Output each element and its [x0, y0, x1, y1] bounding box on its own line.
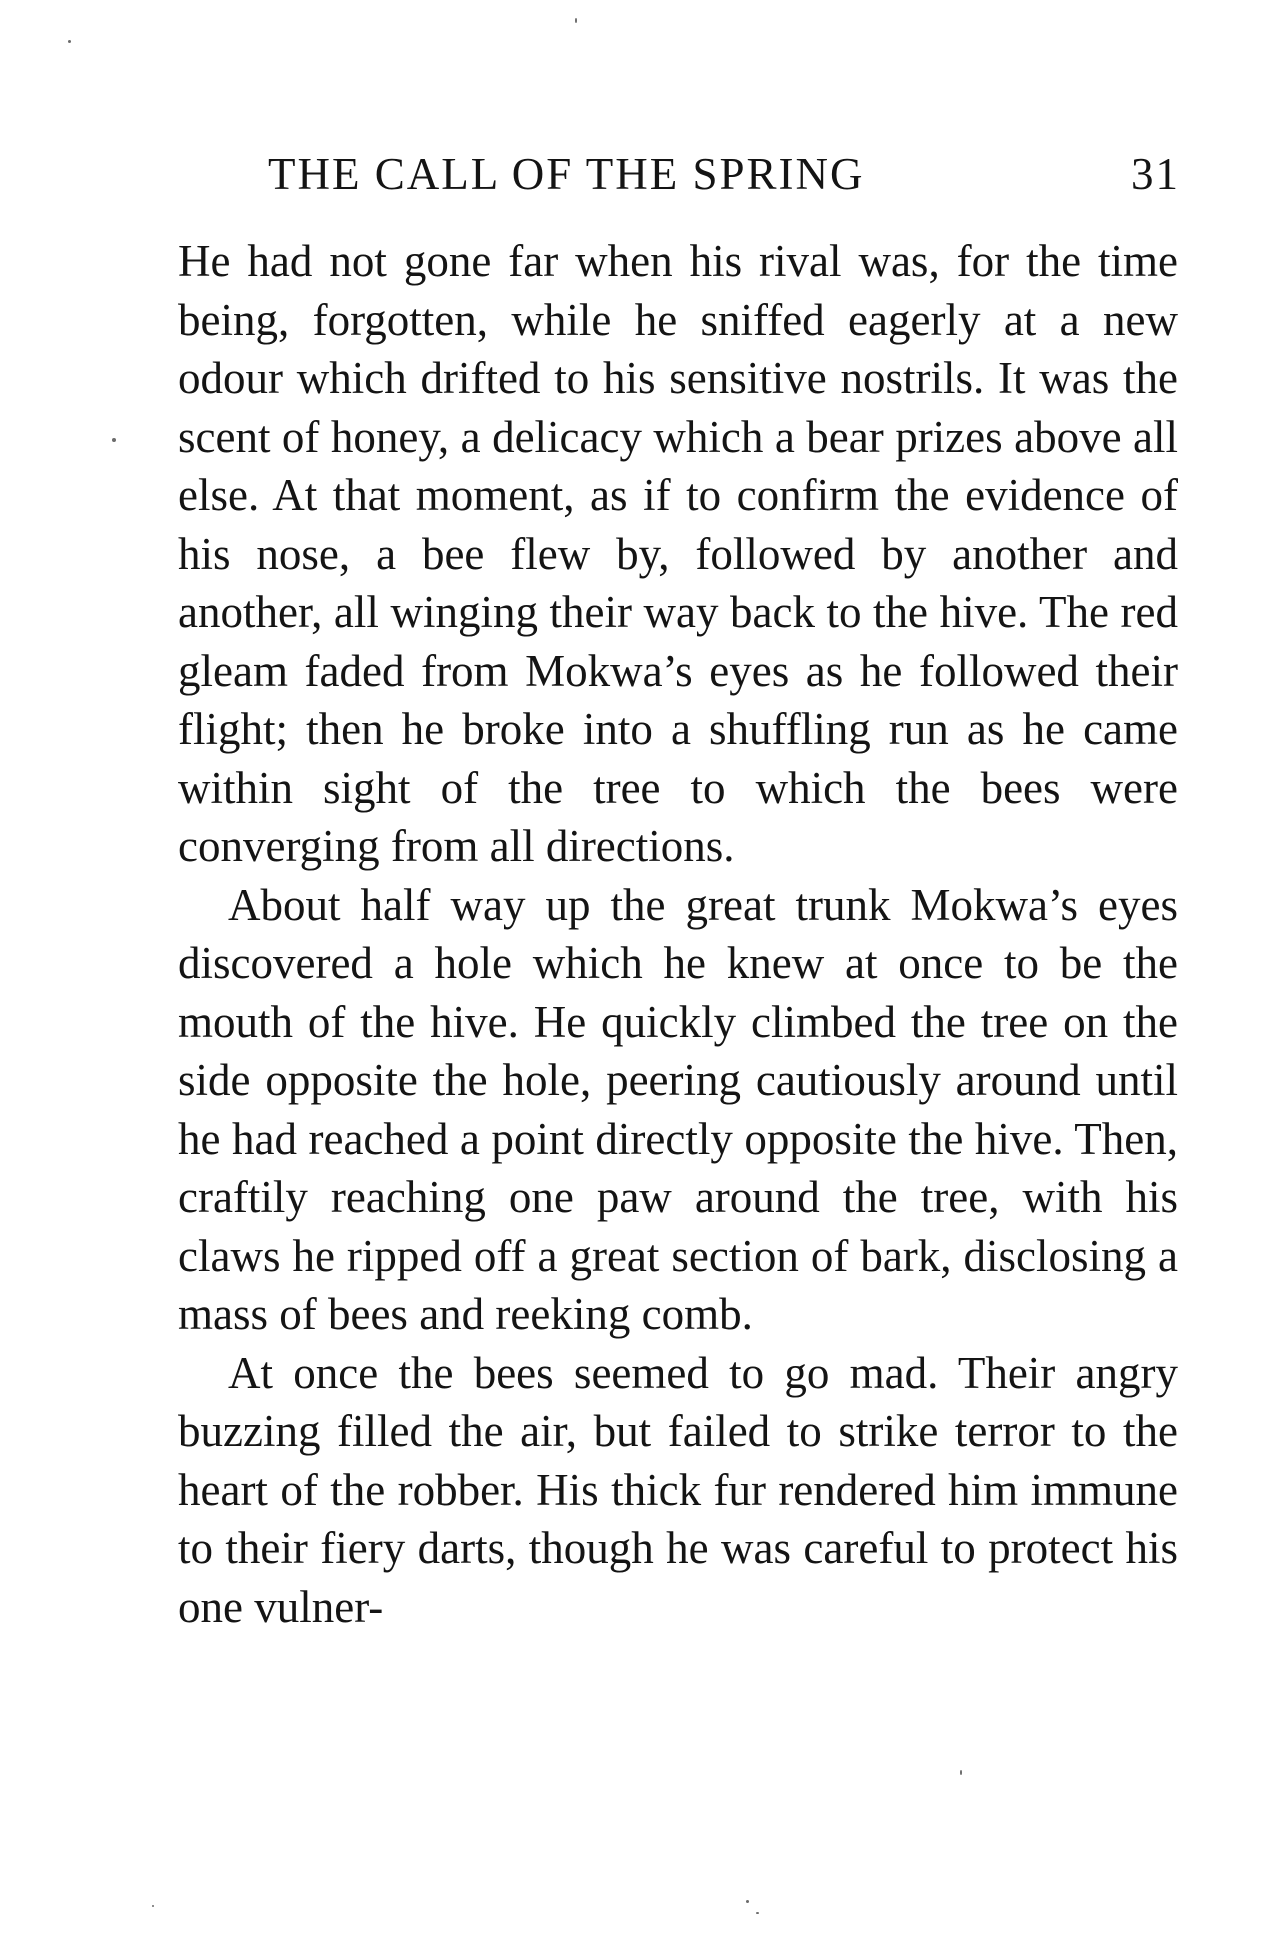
scan-speck	[152, 1905, 154, 1907]
body-text	[178, 232, 1178, 1636]
scan-speck	[746, 1900, 749, 1903]
scan-speck	[960, 1770, 962, 1775]
running-head	[268, 148, 1180, 208]
scan-speck	[112, 438, 116, 442]
paragraph-2: About half way up the great trunk Mokwa’s eyes discovered a hole which he knew at once to be the mouth of the hive. He quickly climbed the tree on the side opposite the hole, peering cautiously around until he had reached a point directly opposite the hive. Then, craftily reaching one paw around the tree, with his claws he ripped off a great section of bark, disclosing a mass of bees and reeking comb.	[178, 879, 1178, 1339]
scan-speck	[68, 40, 71, 43]
scan-speck	[756, 1912, 759, 1914]
paragraph-3: At once the bees seemed to go mad. Their angry buzzing filled the air, but failed to strike terror to the heart of the robber. His thick fur rendered him immune to their fiery darts, though he was careful to protect his one vulner-	[178, 1347, 1178, 1632]
paragraph-1: He had not gone far when his rival was, for the time being, forgotten, while he sniffed eagerly at a new odour which drifted to his sensitive nostrils. It was the scent of honey, a delicacy which a bear prizes above all else. At that moment, as if to confirm the evidence of his nose, a bee flew by, followed by another and another, all winging their way back to the hive. The red gleam faded from Mokwa’s eyes as he followed their flight; then he broke into a shuffling run as he came within sight of the tree to which the bees were converging from all directions.	[178, 236, 1178, 871]
scan-speck	[575, 18, 577, 23]
running-title: THE CALL OF THE SPRING	[268, 149, 865, 199]
page-number: 31	[1131, 149, 1180, 199]
